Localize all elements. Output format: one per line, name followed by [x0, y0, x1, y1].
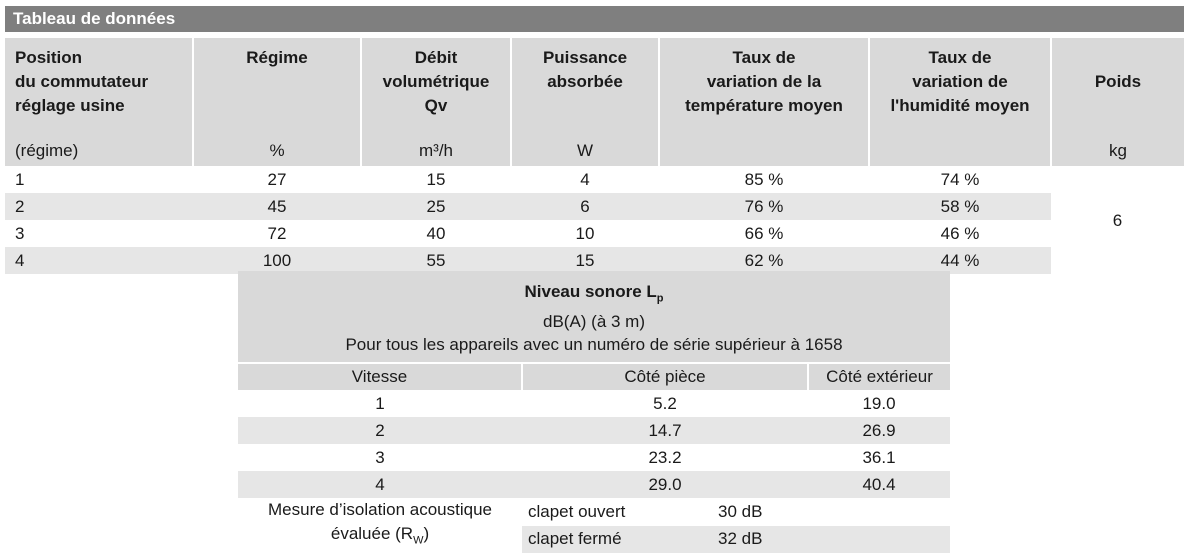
cell-cote-exterieur: 19.0: [862, 393, 896, 413]
unit-position: (régime): [5, 140, 193, 166]
cell-position: 2: [5, 193, 193, 220]
cell-temperature: 85 %: [744, 170, 784, 189]
unit-debit: m³/h: [361, 140, 511, 166]
cell-vitesse: 4: [238, 471, 522, 498]
cell-humidite: 74 %: [940, 170, 980, 189]
cell-puissance: 4: [580, 170, 590, 189]
sound-level-table: [238, 271, 950, 553]
table-row: [5, 193, 1184, 220]
header-cote-exterieur: Côté extérieur: [808, 363, 950, 390]
sound-title-main: Niveau sonore L: [524, 282, 657, 301]
cell-position: 1: [15, 170, 25, 189]
header-regime: Régime: [193, 38, 361, 140]
cell-vitesse: 1: [375, 393, 385, 413]
cell-regime: 100: [193, 247, 361, 274]
isolation-label-line1: Mesure d’isolation acoustique: [268, 500, 492, 520]
header-vitesse: Vitesse: [238, 363, 522, 390]
cell-vitesse: 2: [238, 417, 522, 444]
isolation-closed-value: 32 dB: [706, 526, 808, 553]
cell-regime: 27: [267, 170, 287, 189]
header-poids: Poids: [1051, 38, 1184, 140]
sound-unit-line: dB(A) (à 3 m): [542, 312, 646, 332]
cell-debit: 40: [426, 224, 446, 243]
cell-cote-piece: 14.7: [522, 417, 808, 444]
isolation-closed-empty: [808, 526, 950, 553]
cell-humidite: 44 %: [869, 247, 1051, 274]
cell-cote-exterieur: 40.4: [808, 471, 950, 498]
cell-puissance: 10: [575, 224, 595, 243]
main-data-table: [5, 38, 1184, 274]
data-table-title: Tableau de données: [5, 6, 1184, 32]
cell-temperature: 66 %: [744, 224, 784, 243]
cell-cote-piece: 5.2: [653, 393, 677, 413]
sound-note-line: Pour tous les appareils avec un numéro de série supérieur à 1658: [345, 335, 843, 355]
isolation-label: [238, 498, 522, 552]
header-position: Position du commutateur réglage usine: [5, 38, 193, 140]
unit-poids: kg: [1051, 140, 1184, 166]
cell-position: 3: [15, 224, 25, 243]
header-humidite: Taux de variation de l'humidité moyen: [869, 38, 1051, 140]
unit-temperature: [659, 140, 869, 166]
header-debit: Débit volumétrique Qv: [361, 38, 511, 140]
cell-vitesse: 3: [375, 447, 385, 467]
sound-header-row: [238, 363, 950, 390]
cell-puissance: 15: [511, 247, 659, 274]
isolation-row-open: [238, 498, 950, 525]
cell-debit: 25: [361, 193, 511, 220]
table-row: [238, 417, 950, 444]
cell-humidite: 46 %: [940, 224, 980, 243]
unit-puissance: W: [511, 140, 659, 166]
isolation-closed-label: clapet fermé: [522, 526, 706, 553]
header-cote-piece: Côté pièce: [522, 363, 808, 390]
cell-cote-exterieur: 26.9: [808, 417, 950, 444]
cell-puissance: 6: [511, 193, 659, 220]
unit-regime: %: [193, 140, 361, 166]
cell-humidite: 58 %: [869, 193, 1051, 220]
unit-row: [5, 140, 1184, 166]
cell-debit: 15: [426, 170, 446, 189]
cell-poids: 6: [1051, 166, 1184, 274]
sound-title-subscript: p: [656, 292, 664, 305]
cell-regime: 72: [267, 224, 287, 243]
isolation-open-value: 30 dB: [718, 501, 763, 521]
cell-cote-piece: 23.2: [648, 447, 682, 467]
table-row: [238, 471, 950, 498]
cell-temperature: 76 %: [659, 193, 869, 220]
table-row: [5, 247, 1184, 274]
cell-debit: 55: [361, 247, 511, 274]
table-row: [238, 444, 950, 471]
header-puissance: Puissance absorbée: [511, 38, 659, 140]
table-row: [5, 220, 1184, 247]
table-row: [5, 166, 1184, 193]
header-temperature: Taux de variation de la température moyen: [659, 38, 869, 140]
sound-title-row: [238, 271, 950, 363]
header-row: [5, 38, 1184, 140]
cell-position: 4: [5, 247, 193, 274]
cell-temperature: 62 %: [659, 247, 869, 274]
sound-title: [238, 271, 950, 363]
cell-regime: 45: [193, 193, 361, 220]
isolation-open-label: clapet ouvert: [528, 501, 626, 521]
unit-humidite: [869, 140, 1051, 166]
table-row: [238, 390, 950, 417]
cell-cote-piece: 29.0: [522, 471, 808, 498]
isolation-open-empty: [808, 498, 950, 525]
isolation-label-line2: évaluée $(R_W)$: [330, 524, 430, 547]
cell-cote-exterieur: 36.1: [862, 447, 896, 467]
